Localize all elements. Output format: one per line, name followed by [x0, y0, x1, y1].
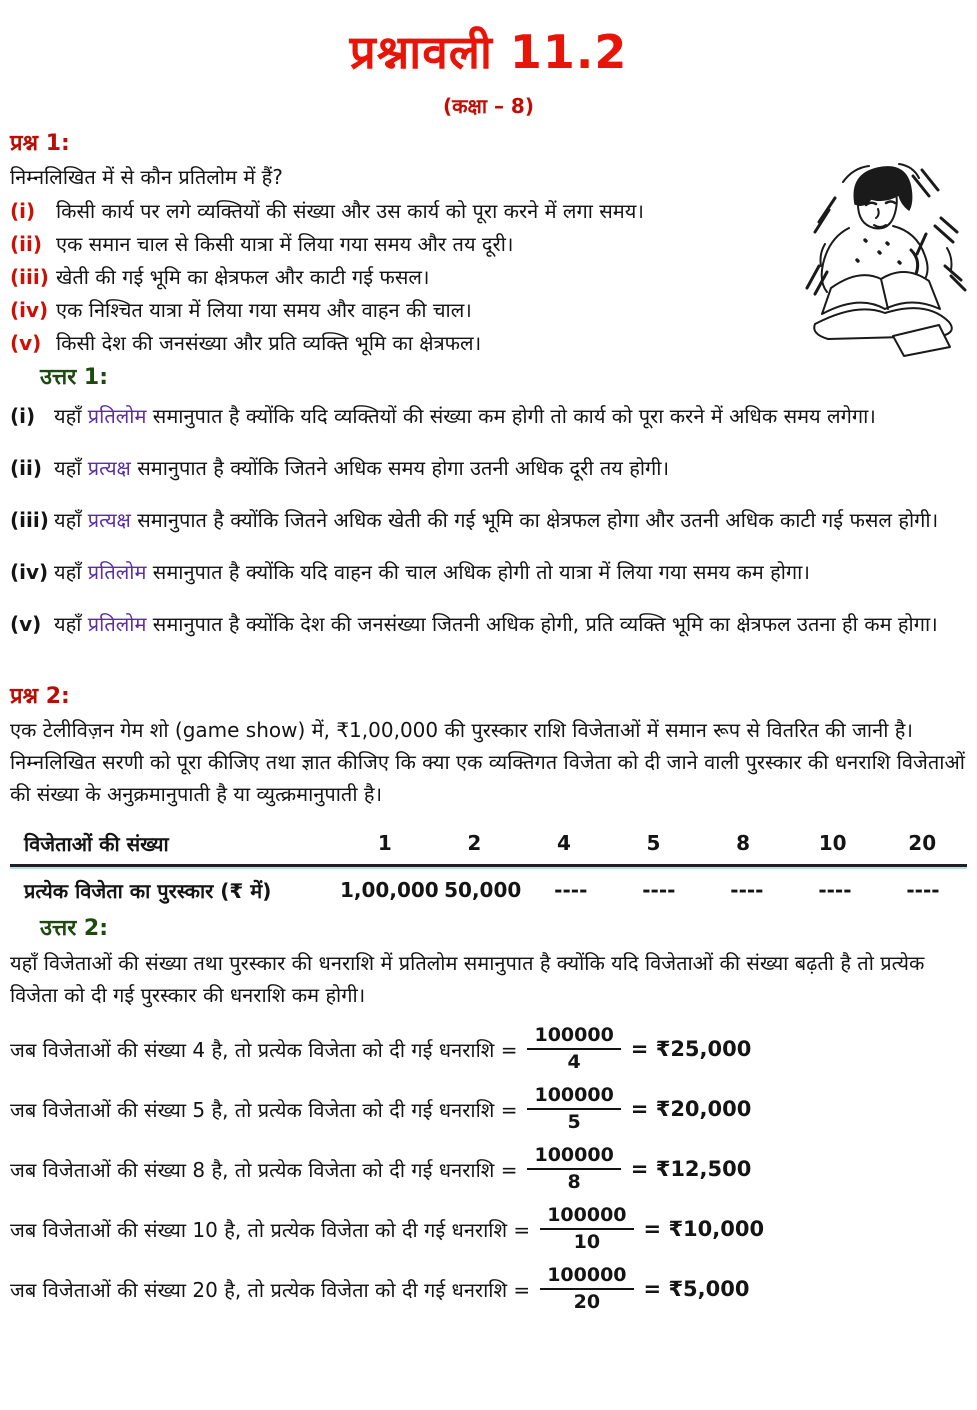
fraction-numerator: 100000 [540, 1204, 633, 1230]
equation-lead: जब विजेताओं की संख्या 10 है, तो प्रत्येक विजेता को दी गई धनराशि = [10, 1217, 531, 1242]
answer-rest: समानुपात है क्योंकि जितने अधिक समय होगा उतनी अधिक दूरी तय होगी। [137, 456, 670, 480]
answer-prefix: यहाँ [54, 404, 82, 428]
question-2-text: एक टेलीविज़न गेम शो (game show) में, ₹1,00,000 की पुरस्कार राशि विजेताओं में समान रूप से वितरित की जानी है। निम्नलिखित सरणी को पूरा कीजिए तथा ज्ञात कीजिए कि क्या एक व्यक्तिगत विजेता को दी जाने वाली पुरस्कार की धनराशि विजेताओं की संख्या के अनुक्रमानुपाती है या व्युत्क्रमानुपाती है। [10, 718, 965, 806]
equation-row [10, 1139, 967, 1199]
table-cell: ---- [642, 878, 676, 902]
table-cell: 50,000 [444, 878, 522, 902]
answer-2-heading: उत्तर 2: [40, 916, 109, 941]
fraction-denominator: 4 [567, 1051, 581, 1073]
answer-1-item [10, 394, 967, 438]
answer-prefix: यहाँ [54, 560, 82, 584]
item-marker: (iv) [10, 298, 49, 322]
fraction [527, 1024, 620, 1074]
item-marker: (ii) [10, 456, 42, 480]
answer-prefix: यहाँ [54, 508, 82, 532]
table-row-prize [10, 871, 967, 909]
equation-row [10, 1019, 967, 1079]
question-1-intro: निम्नलिखित में से कौन प्रतिलोम में हैं? [10, 165, 283, 189]
table-cell: 8 [736, 831, 751, 855]
answer-rest: समानुपात है क्योंकि यदि वाहन की चाल अधिक होगी तो यात्रा में लिया गया समय कम होगा। [152, 560, 810, 584]
proportion-keyword: प्रत्यक्ष [87, 508, 131, 532]
item-marker: (iii) [10, 265, 49, 289]
page-subtitle: (कक्षा – 8) [442, 94, 534, 118]
equation-result: = ₹10,000 [643, 1217, 765, 1241]
item-marker: (ii) [10, 232, 42, 256]
reading-child-icon [795, 148, 971, 358]
row-label: विजेताओं की संख्या [24, 831, 169, 856]
item-marker: (i) [10, 404, 36, 428]
answer-1-heading: उत्तर 1: [40, 365, 109, 390]
fraction [540, 1264, 633, 1314]
equation-row [10, 1259, 967, 1319]
equation-lead: जब विजेताओं की संख्या 5 है, तो प्रत्येक विजेता को दी गई धनराशि = [10, 1097, 518, 1122]
equation-result: = ₹20,000 [630, 1097, 752, 1121]
answer-1-item [10, 498, 967, 542]
item-text: एक निश्चित यात्रा में लिया गया समय और वाहन की चाल। [56, 298, 472, 322]
fraction-numerator: 100000 [527, 1144, 620, 1170]
equation-result: = ₹12,500 [630, 1157, 752, 1181]
question-1-item [10, 195, 802, 228]
table-cell: ---- [818, 878, 852, 902]
question-1-item [10, 261, 802, 294]
answer-2-section [10, 913, 967, 1319]
answer-1-section [10, 362, 967, 646]
table-row-winners [10, 824, 967, 862]
equation-result: = ₹5,000 [643, 1277, 750, 1301]
equation-result: = ₹25,000 [630, 1037, 752, 1061]
answer-rest: समानुपात है क्योंकि देश की जनसंख्या जितनी अधिक होगी, प्रति व्यक्ति भूमि का क्षेत्रफल उतना ही कम होगा। [152, 612, 938, 636]
table-cell: 20 [908, 831, 937, 855]
item-text [54, 394, 967, 438]
answer-1-item [10, 602, 967, 646]
proportion-keyword: प्रतिलोम [87, 404, 147, 428]
item-marker: (iii) [10, 508, 49, 532]
fraction [527, 1084, 620, 1134]
item-text: एक समान चाल से किसी यात्रा में लिया गया समय और तय दूरी। [56, 232, 514, 256]
fraction [527, 1144, 620, 1194]
table-cell: 5 [646, 831, 661, 855]
equation-row [10, 1079, 967, 1139]
fraction-numerator: 100000 [527, 1024, 620, 1050]
fraction [540, 1204, 633, 1254]
item-text: किसी देश की जनसंख्या और प्रति व्यक्ति भूमि का क्षेत्रफल। [56, 331, 482, 355]
item-text: किसी कार्य पर लगे व्यक्तियों की संख्या और उस कार्य को पूरा करने में लगा समय। [56, 199, 644, 223]
table-cell: 1 [377, 831, 392, 855]
item-text [54, 550, 967, 594]
question-1-heading: प्रश्न 1: [10, 131, 70, 156]
winners-prize-table [10, 824, 967, 909]
equation-lead: जब विजेताओं की संख्या 20 है, तो प्रत्येक विजेता को दी गई धनराशि = [10, 1277, 531, 1302]
question-1-item [10, 228, 802, 261]
table-divider [10, 864, 967, 867]
answer-rest: समानुपात है क्योंकि जितने अधिक खेती की गई भूमि का क्षेत्रफल होगा और उतनी अधिक काटी गई फसल होगी। [137, 508, 939, 532]
proportion-keyword: प्रत्यक्ष [87, 456, 131, 480]
item-text [54, 498, 967, 542]
answer-prefix: यहाँ [54, 456, 82, 480]
table-cell: 1,00,000 [340, 878, 439, 902]
table-cell: 2 [467, 831, 482, 855]
item-marker: (v) [10, 331, 42, 355]
proportion-keyword: प्रतिलोम [87, 612, 147, 636]
equation-lead: जब विजेताओं की संख्या 4 है, तो प्रत्येक विजेता को दी गई धनराशि = [10, 1037, 518, 1062]
answer-rest: समानुपात है क्योंकि यदि व्यक्तियों की संख्या कम होगी तो कार्य को पूरा करने में अधिक समय लगेगा। [152, 404, 876, 428]
answer-prefix: यहाँ [54, 612, 82, 636]
fraction-denominator: 10 [573, 1231, 601, 1253]
item-marker: (i) [10, 199, 36, 223]
item-text: खेती की गई भूमि का क्षेत्रफल और काटी गई फसल। [56, 265, 430, 289]
page-title: प्रश्नावली 11.2 [349, 25, 628, 79]
fraction-numerator: 100000 [540, 1264, 633, 1290]
question-1-item [10, 327, 802, 360]
fraction-denominator: 8 [567, 1171, 581, 1193]
equation-lead: जब विजेताओं की संख्या 8 है, तो प्रत्येक विजेता को दी गई धनराशि = [10, 1157, 518, 1182]
answer-2-text: यहाँ विजेताओं की संख्या तथा पुरस्कार की धनराशि में प्रतिलोम समानुपात है क्योंकि यदि विजेताओं की संख्या बढ़ती है तो प्रत्येक विजेता को दी गई पुरस्कार की धनराशि कम होगी। [10, 951, 925, 1007]
fraction-denominator: 20 [573, 1291, 601, 1313]
proportion-keyword: प्रतिलोम [87, 560, 147, 584]
reading-child-illustration [795, 148, 971, 358]
item-marker: (iv) [10, 560, 49, 584]
item-text [54, 602, 967, 646]
question-2-section [10, 682, 967, 909]
item-marker: (v) [10, 612, 42, 636]
row-label: प्रत्येक विजेता का पुरस्कार (₹ में) [24, 878, 272, 903]
fraction-denominator: 5 [567, 1111, 581, 1133]
equation-row [10, 1199, 967, 1259]
table-cell: ---- [730, 878, 764, 902]
fraction-numerator: 100000 [527, 1084, 620, 1110]
item-text [54, 446, 967, 490]
table-cell: ---- [906, 878, 940, 902]
question-2-heading: प्रश्न 2: [10, 684, 70, 709]
answer-1-item [10, 550, 967, 594]
table-cell: ---- [554, 878, 588, 902]
table-cell: 4 [556, 831, 571, 855]
question-1-item [10, 294, 802, 327]
table-cell: 10 [818, 831, 847, 855]
answer-1-item [10, 446, 967, 490]
